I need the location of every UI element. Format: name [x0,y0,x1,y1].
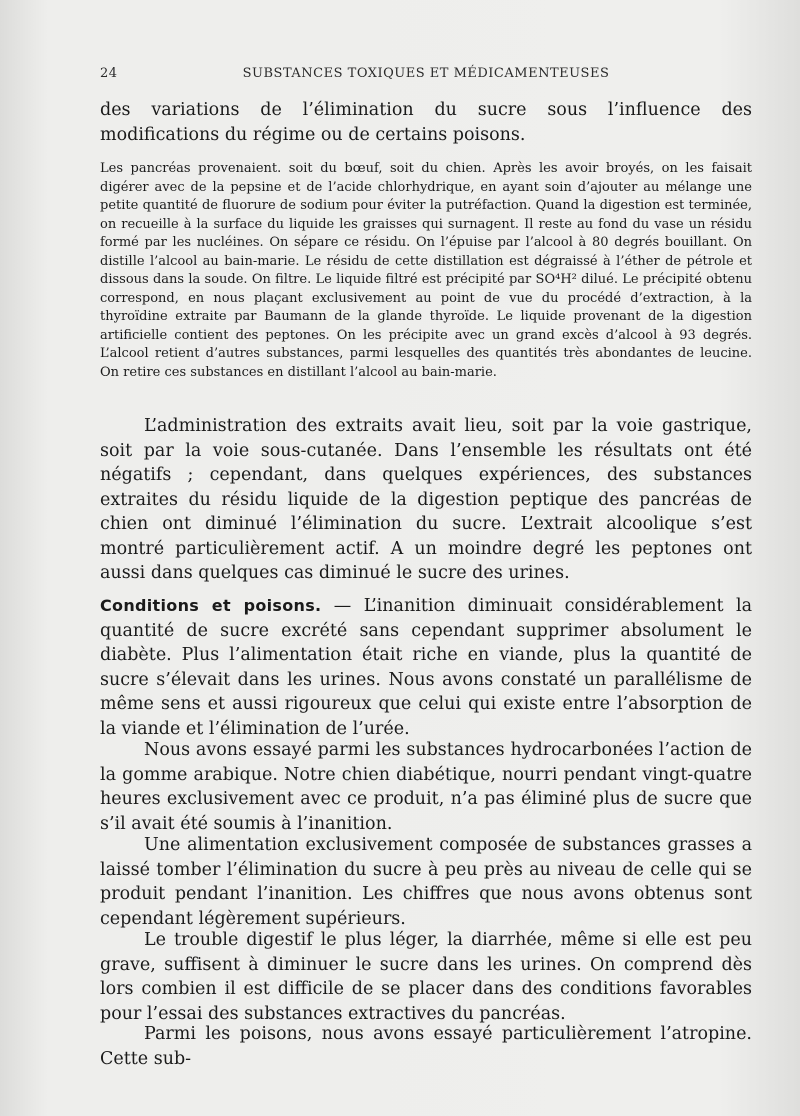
section-heading: Conditions et poisons. [100,596,322,615]
paragraph-gomme-arabique: Nous avons essayé parmi les substances hydrocarbonées l’action de la gomme arabique. Notre chien diabétique, nourri pendant vingt-quatre heures exclusivement avec ce produit, n’a pas éliminé plus de sucre que s’il avait été soumis à l’inanition. [100,740,752,834]
paragraph-procedure-smallprint: Les pancréas provenaient. soit du bœuf, soit du chien. Après les avoir broyés, on les faisait digérer avec de la pepsine et de l’acide chlorhydrique, en ayant soin d’ajouter au mélange une petite quantité de fluorure de sodium pour éviter la putréfaction. Quand la digestion est terminée, on recueille à la surface du liquide les graisses qui surnagent. Il reste au fond du vase un résidu formé par les nucléines. On sépare ce résidu. On l’épuise par l’alcool à 80 degrés bouillant. On distille l’alcool au bain-marie. Le résidu de cette distillation est dégraissé à l’éther de pétrole et dissous dans la soude. On filtre. Le liquide filtré est précipité par SO⁴H² dilué. Le précipité obtenu correspond, en nous plaçant exclusivement au point de vue du procédé d’extraction, à la thyroïdine extraite par Baumann de la glande thyroïde. Le liquide provenant de la digestion artificielle contient des peptones. On les précipite avec un grand excès d’alcool à 93 degrés. L’alcool retient d’autres substances, parmi lesquelles des quantités très abondantes de leucine. On retire ces substances en distillant l’alcool au bain-marie. [100,161,752,380]
paragraph-administration: L’administration des extraits avait lieu, soit par la voie gastrique, soit par la voie sous-cutanée. Dans l’ensemble les résultats ont été négatifs ; cependant, dans quelques expériences, des substances extraites du résidu liquide de la digestion peptique des pancréas de chien ont diminué l’élimination du sucre. L’extrait alcoolique s’est montré particulièrement actif. A un moindre degré les peptones ont aussi dans quelques cas diminué le sucre des urines. [100,416,752,583]
running-title: SUBSTANCES TOXIQUES ET MÉDICAMENTEUSES [242,66,610,81]
paragraph-diarrhee: Le trouble digestif le plus léger, la diarrhée, même si elle est peu grave, suffisent à diminuer le sucre dans les urines. On comprend dès lors combien il est difficile de se placer dans des conditions favorables pour l’essai des substances extractives du pancréas. [100,930,752,1024]
paragraph-substances-grasses: Une alimentation exclusivement composée de substances grasses a laissé tomber l’élimination du sucre à peu près au niveau de celle qui se produit pendant l’inanition. Les chiffres que nous avons obtenus sont cependant légèrement supérieurs. [100,835,752,929]
paragraph-conditions [100,594,752,741]
page-header [100,66,752,88]
paragraph-atropine: Parmi les poisons, nous avons essayé particulièrement l’atropine. Cette sub- [100,1024,752,1069]
paragraph-intro: des variations de l’élimination du sucre sous l’influence des modifications du régime ou de certains poisons. [100,100,752,145]
conditions-text: L’inanition diminuait considérablement la quantité de sucre excrété sans cependant supprimer absolument le diabète. Plus l’alimentation était riche en viande, plus la quantité de sucre s’élevait dans les urines. Nous avons constaté un parallélisme de même sens et aussi rigoureux que celui qui existe entre l’absorption de la viande et l’élimination de l’urée. [100,596,752,739]
page-number: 24 [100,66,118,81]
section-dash: — [321,596,364,616]
